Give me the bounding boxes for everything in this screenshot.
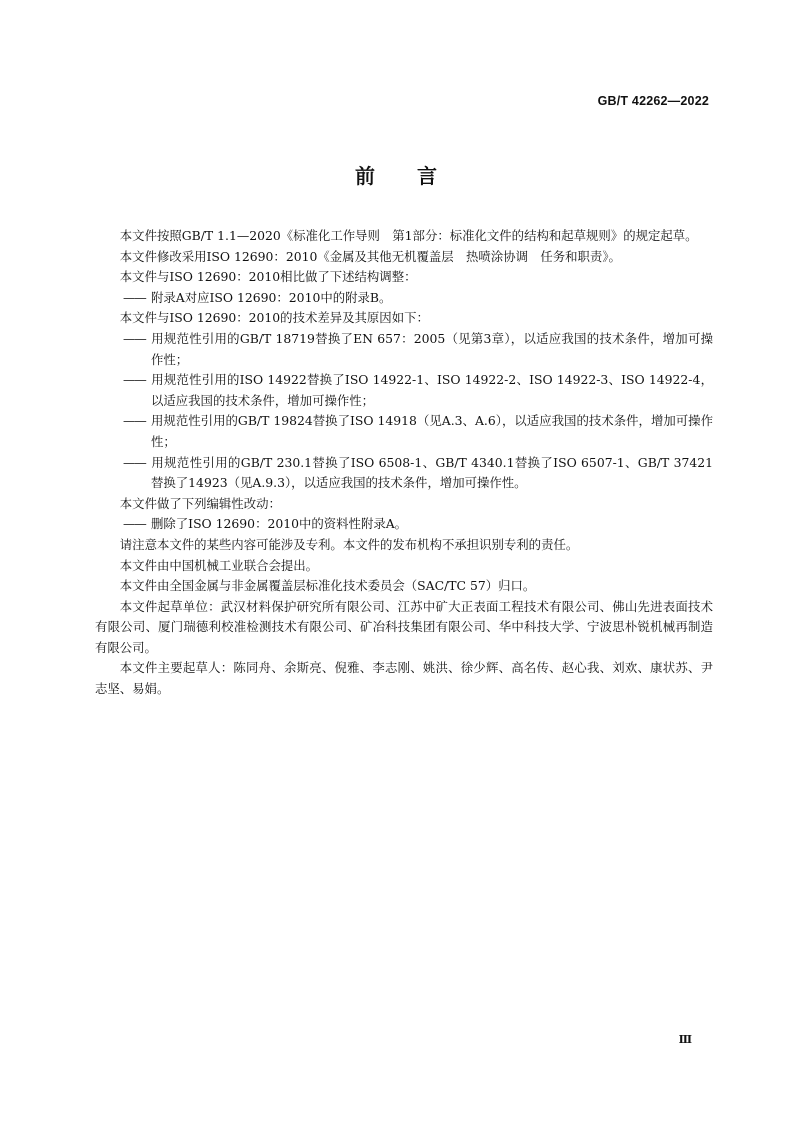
list-item-text: 删除了ISO 12690：2010中的资料性附录A。 <box>151 516 408 532</box>
list-item: —— 用规范性引用的GB/T 18719替换了EN 657：2005（见第3章），以适应我国的技术条件，增加可操作性； <box>123 330 713 367</box>
paragraph-drafters: 本文件主要起草人：陈同舟、余斯亮、倪雅、李志刚、姚洪、徐少辉、高名传、赵心我、刘欢、康状苏、尹志坚、易娟。 <box>95 660 713 697</box>
paragraph-patent-notice: 请注意本文件的某些内容可能涉及专利。本文件的发布机构不承担识别专利的责任。 <box>119 536 579 552</box>
paragraph-proposer: 本文件由中国机械工业联合会提出。 <box>119 557 319 573</box>
standard-code: GB/T 42262—2022 <box>597 94 709 108</box>
paragraph-editorial-changes: 本文件做了下列编辑性改动： <box>119 495 281 511</box>
list-item: —— 用规范性引用的ISO 14922替换了ISO 14922-1、ISO 14922-2、ISO 14922-3、ISO 14922-4，以适应我国的技术条件，增加可操作性； <box>123 372 713 408</box>
paragraph-structural-changes: 本文件与ISO 12690：2010相比做了下述结构调整： <box>119 269 417 285</box>
list-item: —— 附录A对应ISO 12690：2010中的附录B。 <box>123 289 392 305</box>
list-item-text: 用规范性引用的GB/T 18719替换了EN 657：2005（见第3章），以适应我国的技术条件，增加可操作性； <box>151 330 713 367</box>
paragraph-adoption: 本文件修改采用ISO 12690：2010《金属及其他无机覆盖层 热喷涂协调 任务和职责》。 <box>119 248 621 264</box>
list-item-text: 用规范性引用的ISO 14922替换了ISO 14922-1、ISO 14922-2、ISO 14922-3、ISO 14922-4，以适应我国的技术条件，增加可操作性； <box>151 372 713 408</box>
list-item-text: 用规范性引用的GB/T 19824替换了ISO 14918（见A.3、A.6），以适应我国的技术条件，增加可操作性； <box>151 413 713 449</box>
page-title-char-2: 言 <box>417 164 439 188</box>
list-item-text: 用规范性引用的GB/T 230.1替换了ISO 6508-1、GB/T 4340.1替换了ISO 6507-1、GB/T 37421替换了14923（见A.9.3），以适应我国的技术条件，增加可操作性。 <box>151 454 713 491</box>
paragraph-drafting-organizations: 本文件起草单位：武汉材料保护研究所有限公司、江苏中矿大正表面工程技术有限公司、佛山先进表面技术有限公司、厦门瑞德利校准检测技术有限公司、矿冶科技集团有限公司、华中科技大学、宁波思朴锐机械再制造有限公司。 <box>95 598 713 655</box>
page-title-char-1: 前 <box>355 164 377 188</box>
list-item: —— 用规范性引用的GB/T 19824替换了ISO 14918（见A.3、A.6），以适应我国的技术条件，增加可操作性； <box>123 413 713 449</box>
page-number: Ⅲ <box>678 1033 692 1046</box>
paragraph-technical-differences: 本文件与ISO 12690：2010的技术差异及其原因如下： <box>119 310 429 326</box>
preface-body <box>95 226 713 700</box>
list-item-text: 附录A对应ISO 12690：2010中的附录B。 <box>151 289 392 305</box>
paragraph-drafting-rules: 本文件按照GB/T 1.1—2020《标准化工作导则 第1部分：标准化文件的结构和起草规则》的规定起草。 <box>119 228 698 243</box>
paragraph-committee: 本文件由全国金属与非金属覆盖层标准化技术委员会（SAC/TC 57）归口。 <box>119 578 536 594</box>
page-title <box>0 160 794 189</box>
list-item: —— 删除了ISO 12690：2010中的资料性附录A。 <box>123 516 408 532</box>
list-item: —— 用规范性引用的GB/T 230.1替换了ISO 6508-1、GB/T 4340.1替换了ISO 6507-1、GB/T 37421替换了14923（见A.9.3），以适应我国的技术条件，增加可操作性。 <box>123 454 713 491</box>
